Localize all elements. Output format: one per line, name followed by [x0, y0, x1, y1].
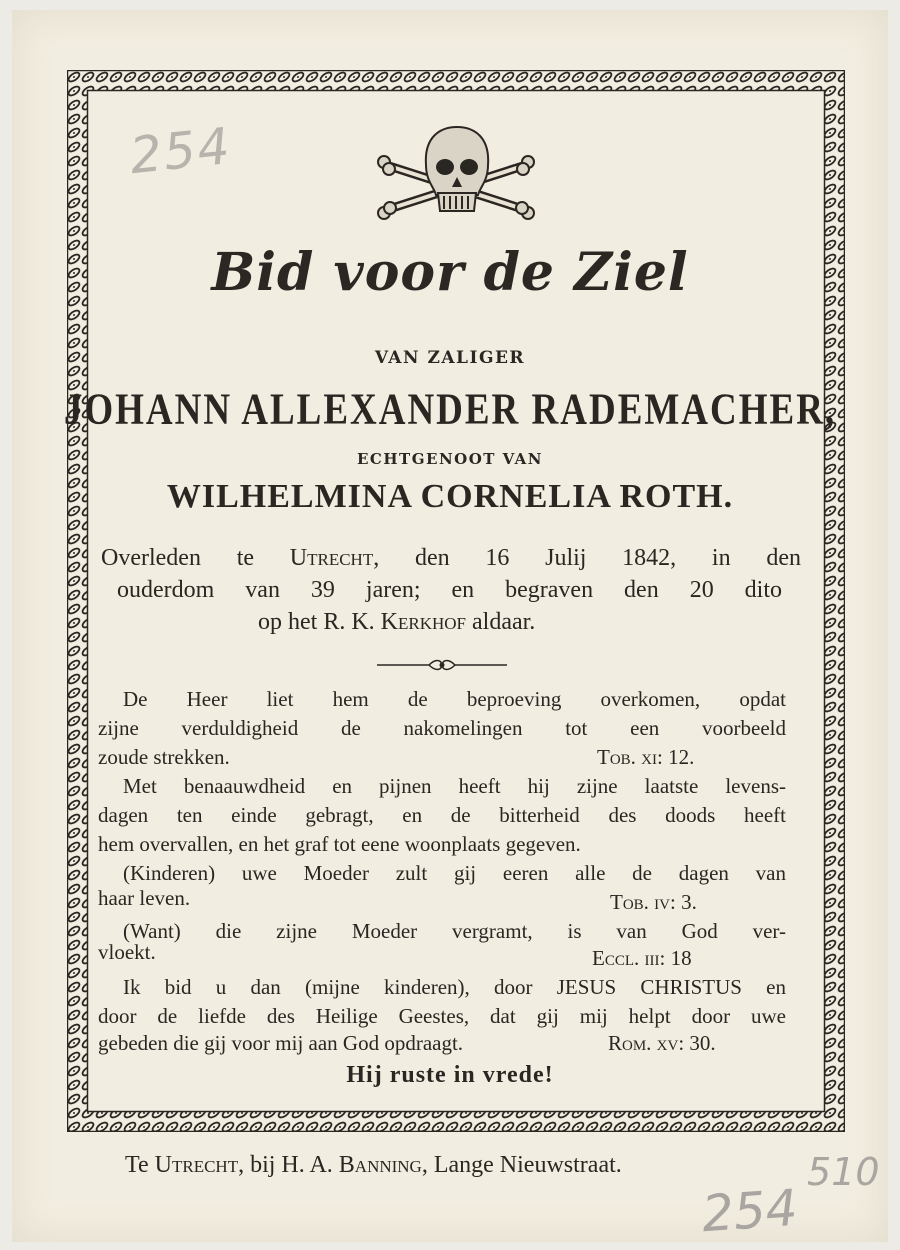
verse-5-line-3: gebeden die gij voor mij aan God opdraagt. — [98, 1031, 464, 1055]
pencil-note-bottom: 254 — [700, 1178, 800, 1244]
verse-3-line-2: haar leven. — [98, 886, 191, 910]
verse-1-line-3: zoude strekken. — [98, 745, 230, 769]
death-line-3: op het R. K. Kerkhof aldaar. — [258, 609, 536, 635]
verse-5-line-1: Ik bid u dan (mijne kinderen), door JESUS CHRISTUS en — [123, 975, 786, 999]
verse-4-line-2: vloekt. — [98, 940, 156, 964]
verse-2-line-3: hem overvallen, en het graf tot eene woonplaats gegeven. — [98, 832, 581, 856]
spouse-label: ECHTGENOOT VAN — [357, 450, 543, 468]
verse-1-line-1: De Heer liet hem de beproeving overkomen, opdat — [123, 687, 786, 711]
deceased-name: JOHANN ALLEXANDER RADEMACHER, — [63, 385, 837, 435]
closing-line: Hij ruste in vrede! — [346, 1062, 554, 1088]
death-line-2: ouderdom van 39 jaren; en begraven den 20 dito — [117, 577, 782, 603]
verse-4-line-1: (Want) die zijne Moeder vergramt, is van God ver- — [123, 919, 786, 943]
spouse-name: WILHELMINA CORNELIA ROTH. — [166, 478, 734, 515]
van-zaliger-label: VAN ZALIGER — [374, 348, 526, 368]
card-title: Bid voor de Ziel — [211, 242, 689, 303]
ornament-divider — [377, 658, 507, 672]
verse-4-reference: Eccl. iii: 18 — [592, 946, 692, 970]
verse-1-line-2: zijne verduldigheid de nakomelingen tot een voorbeeld — [98, 716, 786, 740]
verse-2-line-1: Met benaauwdheid en pijnen heeft hij zijne laatste levens- — [123, 774, 786, 798]
verse-5-line-2: door de liefde des Heilige Geestes, dat gij mij helpt door uwe — [98, 1004, 786, 1028]
skull-crossbones-icon — [376, 125, 538, 230]
pencil-note-top: 254 — [127, 116, 235, 186]
verse-3-reference: Tob. iv: 3. — [610, 890, 697, 914]
verse-1-reference: Tob. xi: 12. — [597, 745, 695, 769]
verse-3-line-1: (Kinderen) uwe Moeder zult gij eeren alle de dagen van — [123, 861, 786, 885]
verse-2-line-2: dagen ten einde gebragt, en de bitterheid des doods heeft — [98, 803, 786, 827]
printer-line: Te Utrecht, bij H. A. Banning, Lange Nieuwstraat. — [125, 1152, 622, 1178]
death-line-1: Overleden te Utrecht, den 16 Julij 1842, in den — [101, 545, 801, 571]
pencil-note-right: 510 — [807, 1150, 880, 1194]
verse-5-reference: Rom. xv: 30. — [608, 1031, 716, 1055]
memorial-card — [12, 10, 888, 1242]
